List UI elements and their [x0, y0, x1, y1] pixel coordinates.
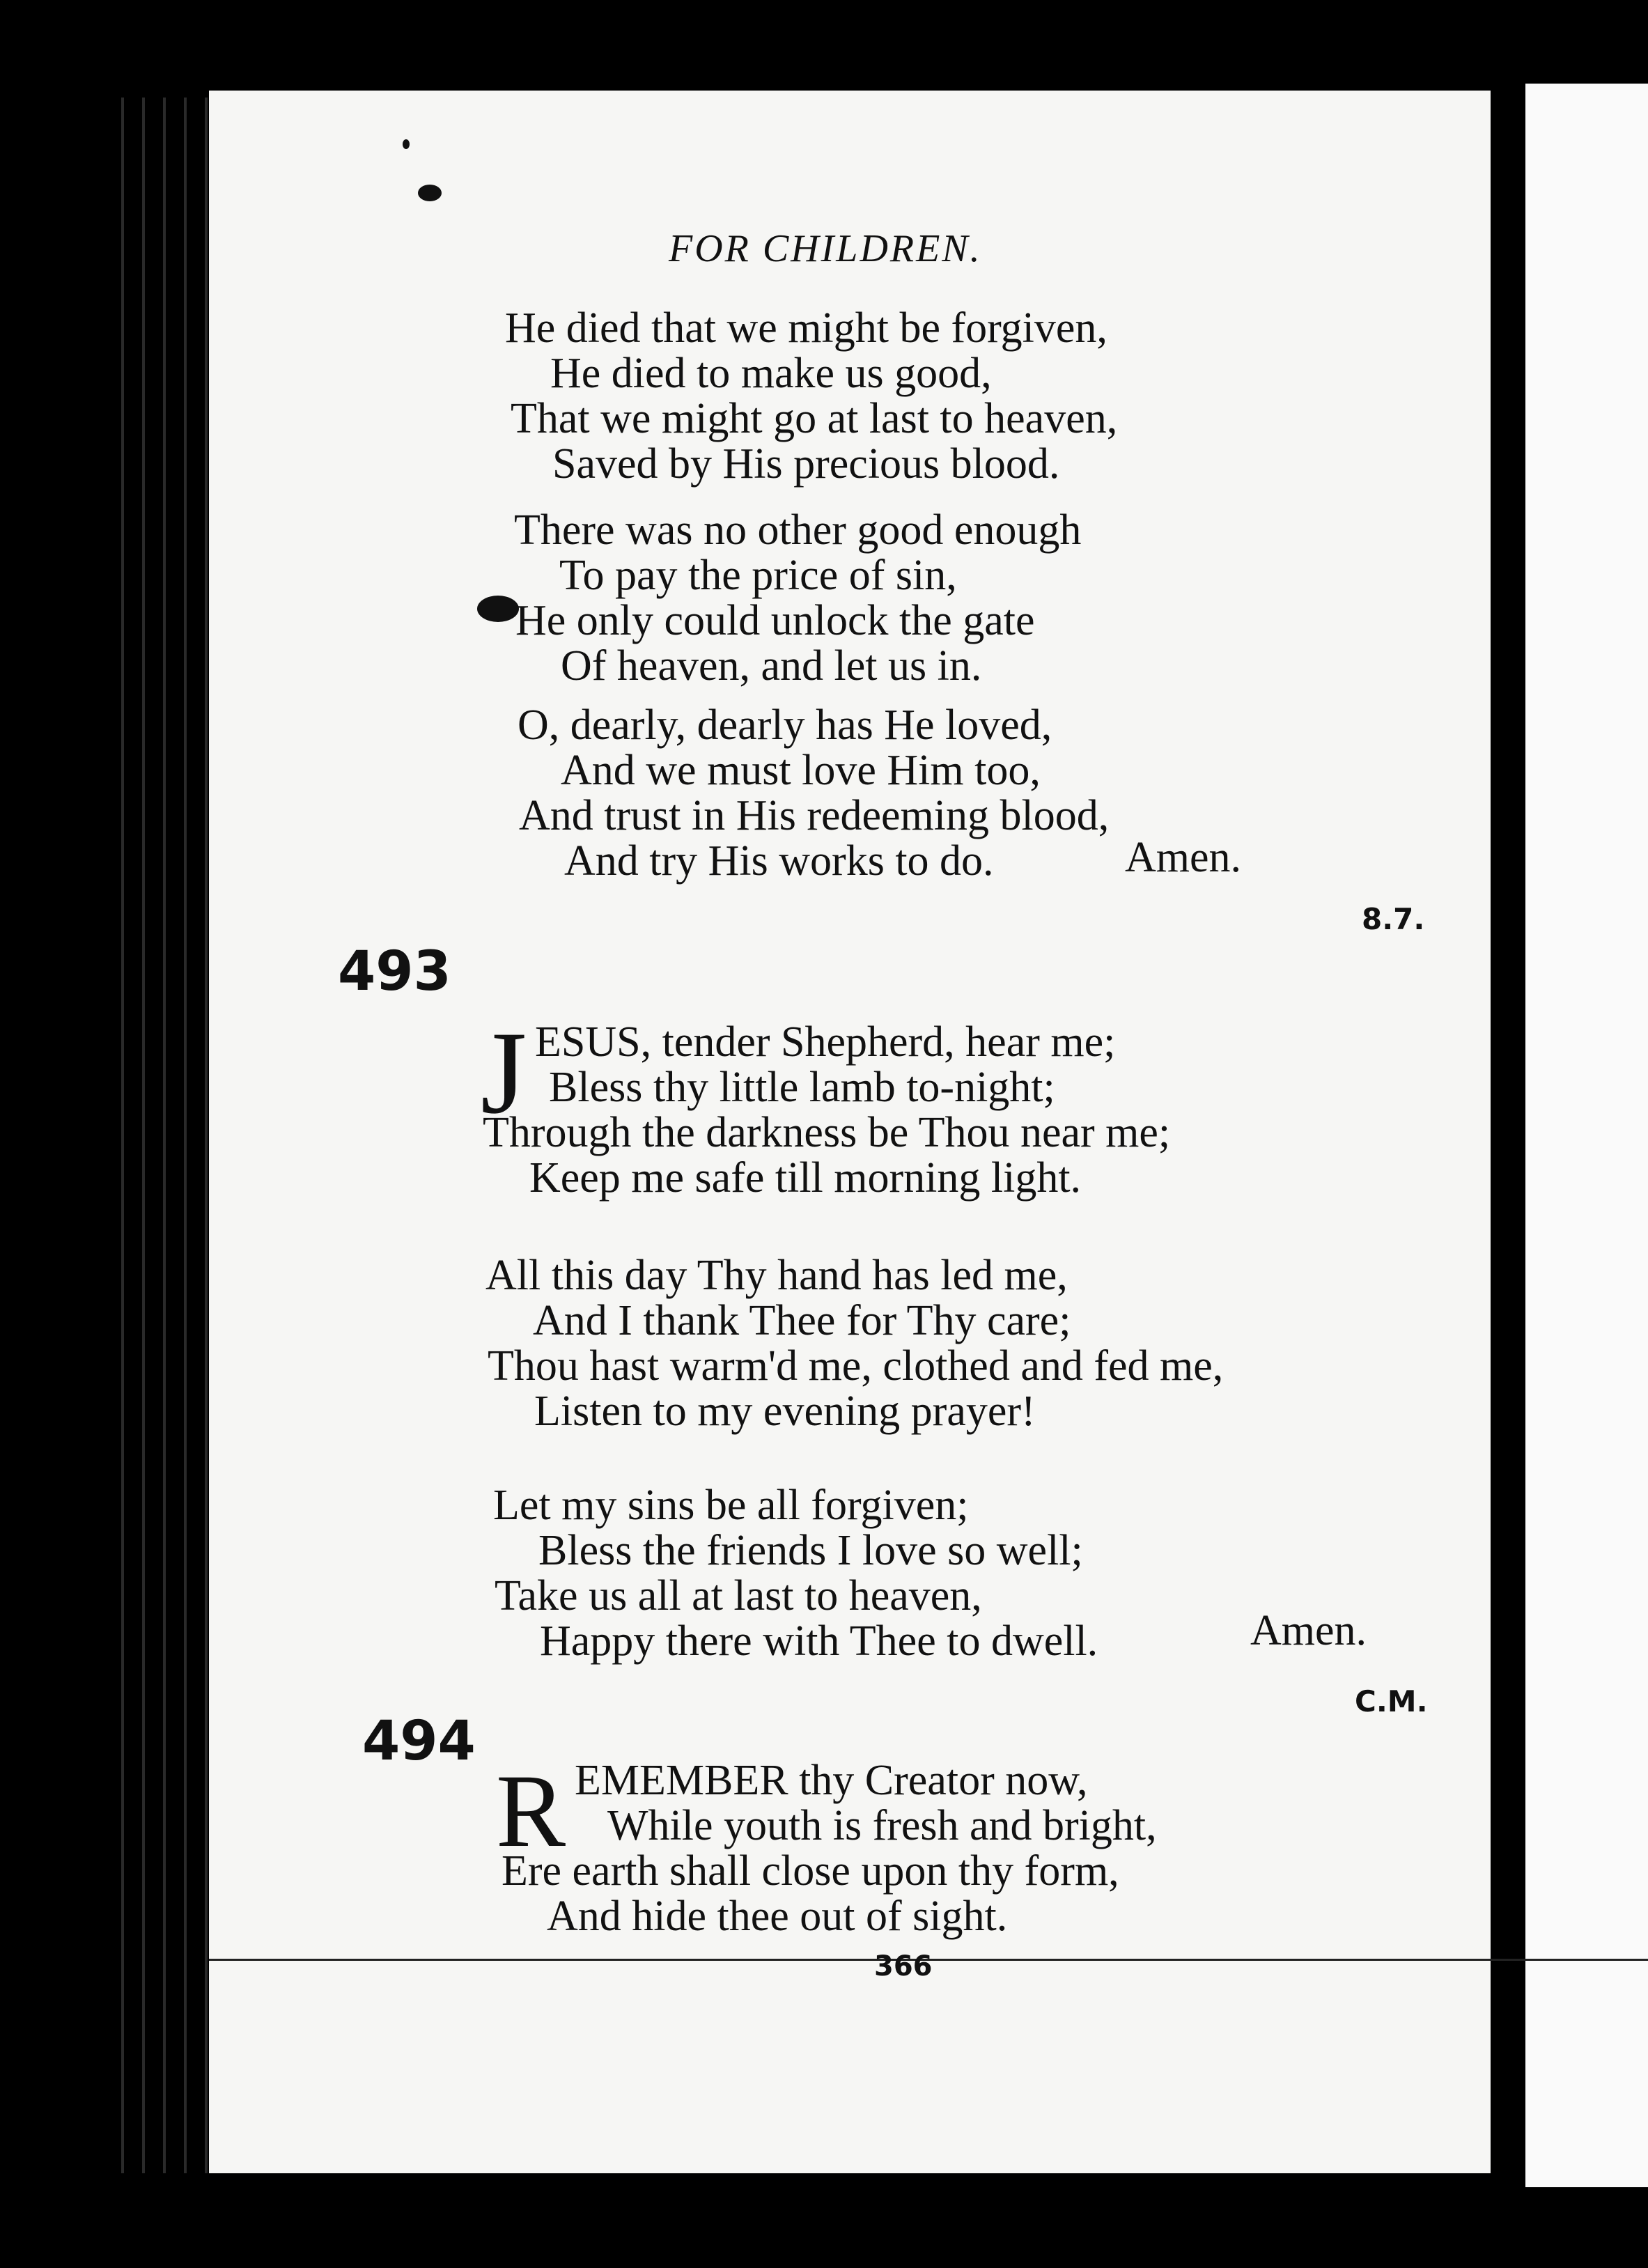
verse-line: Happy there with Thee to dwell.	[540, 1617, 1098, 1665]
verse-line: And try His works to do.	[564, 837, 994, 885]
verse-line: And we must love Him too,	[561, 747, 1041, 794]
page-number: 366	[874, 1950, 933, 1982]
verse-line: And hide thee out of sight.	[547, 1893, 1008, 1940]
verse-line: Saved by His precious blood.	[552, 440, 1060, 488]
drop-cap: J	[481, 1007, 527, 1138]
verse-line: Let my sins be all forgiven;	[493, 1482, 969, 1529]
verse-line: Keep me safe till morning light.	[529, 1154, 1082, 1202]
verse-line: EMEMBER thy Creator now,	[575, 1757, 1088, 1804]
verse-line: Bless thy little lamb to-night;	[549, 1064, 1055, 1111]
book-gutter-shadow	[111, 98, 209, 2173]
hymn-meter: 8.7.	[1362, 902, 1425, 936]
ink-blot	[418, 185, 442, 201]
verse-line: While youth is fresh and bright,	[607, 1802, 1157, 1849]
verse-line: Listen to my evening prayer!	[534, 1388, 1036, 1435]
verse-line: To pay the price of sin,	[559, 552, 957, 599]
verse-line: He only could unlock the gate	[515, 597, 1035, 644]
ink-blot	[403, 139, 410, 149]
verse-line: He died to make us good,	[550, 350, 992, 397]
verse-line: That we might go at last to heaven,	[511, 395, 1118, 442]
hymn-number: 494	[362, 1710, 476, 1773]
verse-line: Ere earth shall close upon thy form,	[502, 1847, 1119, 1895]
verse-line: O, dearly, dearly has He loved,	[518, 701, 1052, 749]
verse-line: All this day Thy hand has led me,	[485, 1252, 1068, 1299]
hymn-number: 493	[338, 940, 451, 1003]
verse-line: There was no other good enough	[514, 506, 1082, 554]
ink-blot	[477, 596, 519, 622]
drop-cap: R	[496, 1753, 566, 1869]
verse-line: ESUS, tender Shepherd, hear me;	[535, 1018, 1116, 1066]
page-header: FOR CHILDREN.	[669, 227, 982, 270]
verse-line: And I thank Thee for Thy care;	[533, 1297, 1071, 1344]
verse-line: Bless the friends I love so well;	[538, 1527, 1083, 1574]
verse-line: He died that we might be forgiven,	[505, 304, 1107, 352]
amen: Amen.	[1125, 834, 1242, 881]
facing-page-edge	[1525, 84, 1648, 2187]
amen: Amen.	[1250, 1607, 1367, 1654]
hymn-meter: C.M.	[1355, 1684, 1428, 1718]
verse-line: Through the darkness be Thou near me;	[483, 1109, 1171, 1156]
verse-line: And trust in His redeeming blood,	[519, 792, 1110, 839]
verse-line: Take us all at last to heaven,	[495, 1572, 982, 1620]
verse-line: Of heaven, and let us in.	[561, 642, 982, 690]
verse-line: Thou hast warm'd me, clothed and fed me,	[488, 1342, 1224, 1390]
